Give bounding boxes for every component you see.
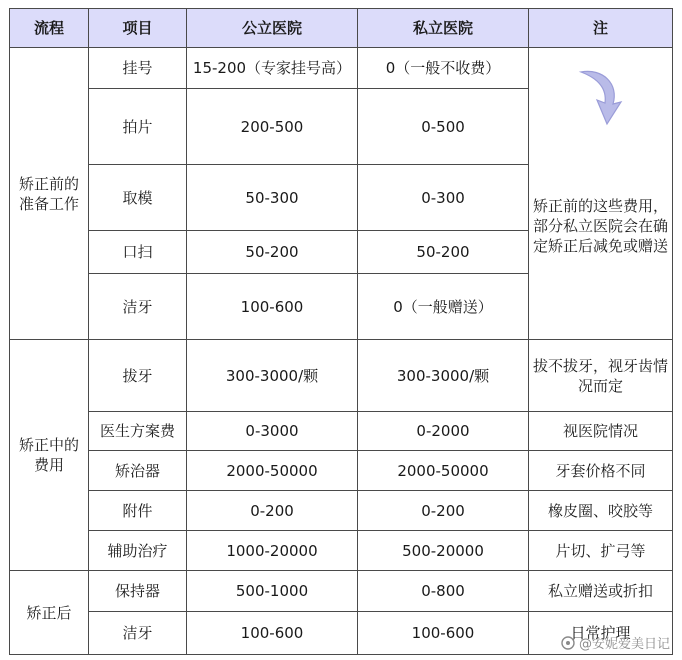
watermark-text: @安妮爱美日记 <box>578 637 670 652</box>
header-private: 私立医院 <box>358 9 529 48</box>
public-cell: 100-600 <box>187 612 358 655</box>
item-cell: 取模 <box>89 165 187 231</box>
item-cell: 拍片 <box>89 89 187 165</box>
public-cell: 2000-50000 <box>187 451 358 491</box>
private-cell: 0-300 <box>358 165 529 231</box>
private-cell: 0（一般不收费） <box>358 48 529 89</box>
public-cell: 0-200 <box>187 491 358 531</box>
section-post: 矫正后 <box>10 571 89 655</box>
watermark <box>561 633 670 652</box>
private-cell: 300-3000/颗 <box>358 340 529 412</box>
item-cell: 保持器 <box>89 571 187 612</box>
item-cell: 口扫 <box>89 231 187 274</box>
item-cell: 拔牙 <box>89 340 187 412</box>
public-cell: 0-3000 <box>187 412 358 451</box>
private-cell: 100-600 <box>358 612 529 655</box>
note-cell: 私立赠送或折扣 <box>529 571 673 612</box>
private-cell: 0-500 <box>358 89 529 165</box>
public-cell: 1000-20000 <box>187 531 358 571</box>
item-cell: 挂号 <box>89 48 187 89</box>
public-cell: 50-200 <box>187 231 358 274</box>
public-cell: 200-500 <box>187 89 358 165</box>
header-process: 流程 <box>10 9 89 48</box>
note-cell: 拔不拔牙，视牙齿情况而定 <box>529 340 673 412</box>
public-cell: 50-300 <box>187 165 358 231</box>
curved-down-arrow-icon <box>573 66 629 128</box>
table-row <box>10 531 673 571</box>
prep-note-cell <box>529 48 673 340</box>
table-row <box>10 48 673 89</box>
item-cell: 矫治器 <box>89 451 187 491</box>
header-row <box>10 9 673 48</box>
public-cell: 100-600 <box>187 274 358 340</box>
note-cell: 视医院情况 <box>529 412 673 451</box>
table-row <box>10 491 673 531</box>
private-cell: 2000-50000 <box>358 451 529 491</box>
header-item: 项目 <box>89 9 187 48</box>
note-cell: 片切、扩弓等 <box>529 531 673 571</box>
private-cell: 0（一般赠送） <box>358 274 529 340</box>
cost-table <box>9 8 673 655</box>
private-cell: 50-200 <box>358 231 529 274</box>
private-cell: 500-20000 <box>358 531 529 571</box>
note-cell: 橡皮圈、咬胶等 <box>529 491 673 531</box>
item-cell: 附件 <box>89 491 187 531</box>
table-row <box>10 412 673 451</box>
item-cell: 辅助治疗 <box>89 531 187 571</box>
prep-note: 矫正前的这些费用，部分私立医院会在确定矫正后减免或赠送 <box>533 196 669 255</box>
public-cell: 300-3000/颗 <box>187 340 358 412</box>
item-cell: 医生方案费 <box>89 412 187 451</box>
table-row <box>10 340 673 412</box>
note-cell: 日常护理 <box>529 612 673 655</box>
item-cell: 洁牙 <box>89 274 187 340</box>
public-cell: 15-200（专家挂号高） <box>187 48 358 89</box>
header-public: 公立医院 <box>187 9 358 48</box>
table-row <box>10 571 673 612</box>
item-cell: 洁牙 <box>89 612 187 655</box>
header-note: 注 <box>529 9 673 48</box>
watermark-logo-icon <box>561 636 575 650</box>
table-row <box>10 451 673 491</box>
private-cell: 0-200 <box>358 491 529 531</box>
private-cell: 0-800 <box>358 571 529 612</box>
note-cell: 牙套价格不同 <box>529 451 673 491</box>
public-cell: 500-1000 <box>187 571 358 612</box>
section-mid: 矫正中的费用 <box>10 340 89 571</box>
private-cell: 0-2000 <box>358 412 529 451</box>
section-prep: 矫正前的准备工作 <box>10 48 89 340</box>
